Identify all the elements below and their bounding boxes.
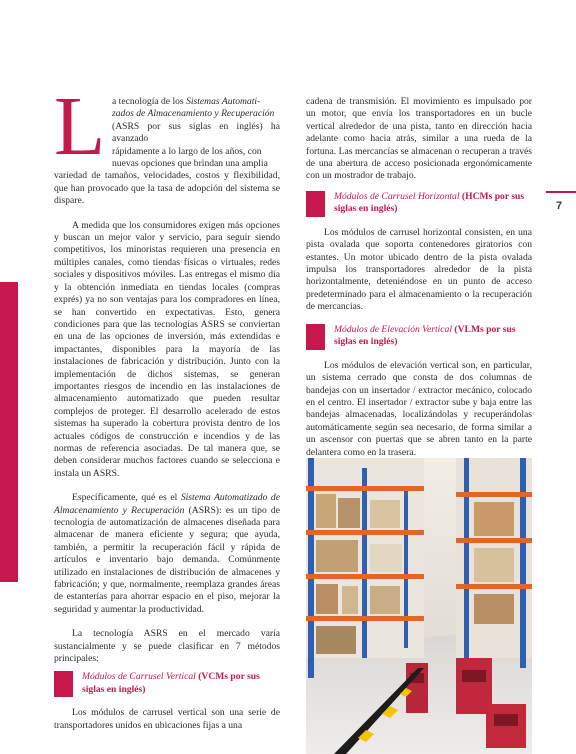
subheading-hcm: Módulos de Carrusel Horizontal (HCMs por sus siglas en inglés) — [306, 191, 532, 217]
intro-line-5: nuevas opciones que brindan una amplia — [112, 158, 268, 170]
subheading-vcm: Módulos de Carrusel Vertical (VCMs por sus siglas en inglés) — [54, 671, 280, 697]
intro-line-4: rápidamente a lo largo de los años, con — [112, 145, 262, 157]
left-column — [54, 96, 280, 732]
body-paragraph: Los módulos de carrusel vertical son una serie de transportadores unidos en ubicaciones fijas a una — [54, 707, 280, 731]
side-color-band — [0, 282, 18, 582]
page-number: 7 — [556, 200, 563, 212]
subheading-marker — [54, 671, 73, 697]
warehouse-robot-photo — [306, 458, 532, 754]
drop-cap: L — [54, 80, 106, 173]
intro-line-3: (ASRS por sus siglas en inglés) ha avanzado — [112, 120, 280, 145]
body-paragraph: Específicamente, qué es el Sistema Automatizado de Almacenamiento y Recuperación (ASRS): es un tipo de tecnología de automatización de almacenes diseñada para almacenar de manera eficiente y segura; que ayuda, también, a permitir la recuperación fácil y rápida de artículos e inventario bajo demanda. Comúnmente utilizado en instalaciones de distribución de almacenes y fabricación; y que, normalmente, reemplaza grandes áreas de estanterías para ahorrar espacio en el piso, mejorar la seguridad y aumentar la productividad. — [54, 492, 280, 615]
intro-line-2: zados de Almacenamiento y Recuperación — [112, 108, 275, 120]
body-paragraph: Los módulos de elevación vertical son, en particular, un sistema cerrado que consta de dos columnas de bandejas con un insertador / extractor mecánico, colocado en el centro. El insertador / extractor sube y baja entre las bandejas almacenadas, localizándolas y recuperándolas automáticamente según sea necesario, de forma similar a un ascensor con puertas que se abren tanto en la parte delantera como en la trasera. — [306, 359, 532, 458]
body-paragraph: Los módulos de carrusel horizontal consisten, en una pista ovalada que soporta contenedores giratorios con estantes. Un motor ubicado dentro de la pista ovalada impulsa los transportadores alrededor de la pista horizontalmente, deteniéndose en un punto de acceso predeterminado para el almacenamiento o la recuperación de mercancías. — [306, 226, 532, 313]
body-paragraph: cadena de transmisión. El movimiento es impulsado por un motor, que envía los transportadores en un bucle vertical alrededor de una pista, tanto en dirección hacia adelante como hacia atrás, similar a una rueda de la fortuna. Las mercancías se almacenan o recuperan a través de una abertura de acceso posicionada ergonómicamente con un mostrador de trabajo. — [306, 96, 532, 182]
intro-lines — [54, 96, 280, 170]
subheading-marker — [306, 191, 325, 217]
subheading-marker — [306, 324, 325, 350]
intro-paragraph-rest: variedad de tamaños, velocidades, costos y flexibilidad, que han provocado que la tasa de adopción del sistema se dispare. — [54, 170, 280, 207]
body-paragraph: A medida que los consumidores exigen más opciones y buscan un mejor valor y servicio, para seguir siendo competitivos, los minoristas requieren una presencia en múltiples canales, como tiendas físicas o virtuales, redes sociales y dispositivos móviles. Las entregas el mismo día y la obtención inmediata en tiendas locales (compras exprés) ya no son ventajas para los compradores en línea, se han convertido en expectativas. Esto, genera condiciones para que las tecnologías ASRS se conviertan en una de las opciones de inversión, más extendidas e impactantes, disponibles para la mayoría de las instalaciones de fabricación y distribución. Junto con la implementación de dichos sistemas, se generan importantes riesgos de incendio en las instalaciones de almacenamiento automatizado que pueden resultar complejos de proteger. El desarrollo acelerado de estos sistemas ha superado la cobertura provista dentro de los actuales códigos de construcción e incendios y de las normas de referencia asociadas. De tal manera que, se deben considerar muchos factores cuando se selecciona e instala un ASRS. — [54, 219, 280, 479]
right-column — [306, 96, 532, 459]
page-number-rule — [546, 191, 576, 193]
intro-line-1: a tecnología de los Sistemas Automati- — [112, 96, 261, 107]
body-paragraph: La tecnología ASRS en el mercado varía sustancialmente y se puede clasificar en 7 métodos principales: — [54, 628, 280, 665]
subheading-vlm: Módulos de Elevación Vertical (VLMs por sus siglas en inglés) — [306, 324, 532, 350]
